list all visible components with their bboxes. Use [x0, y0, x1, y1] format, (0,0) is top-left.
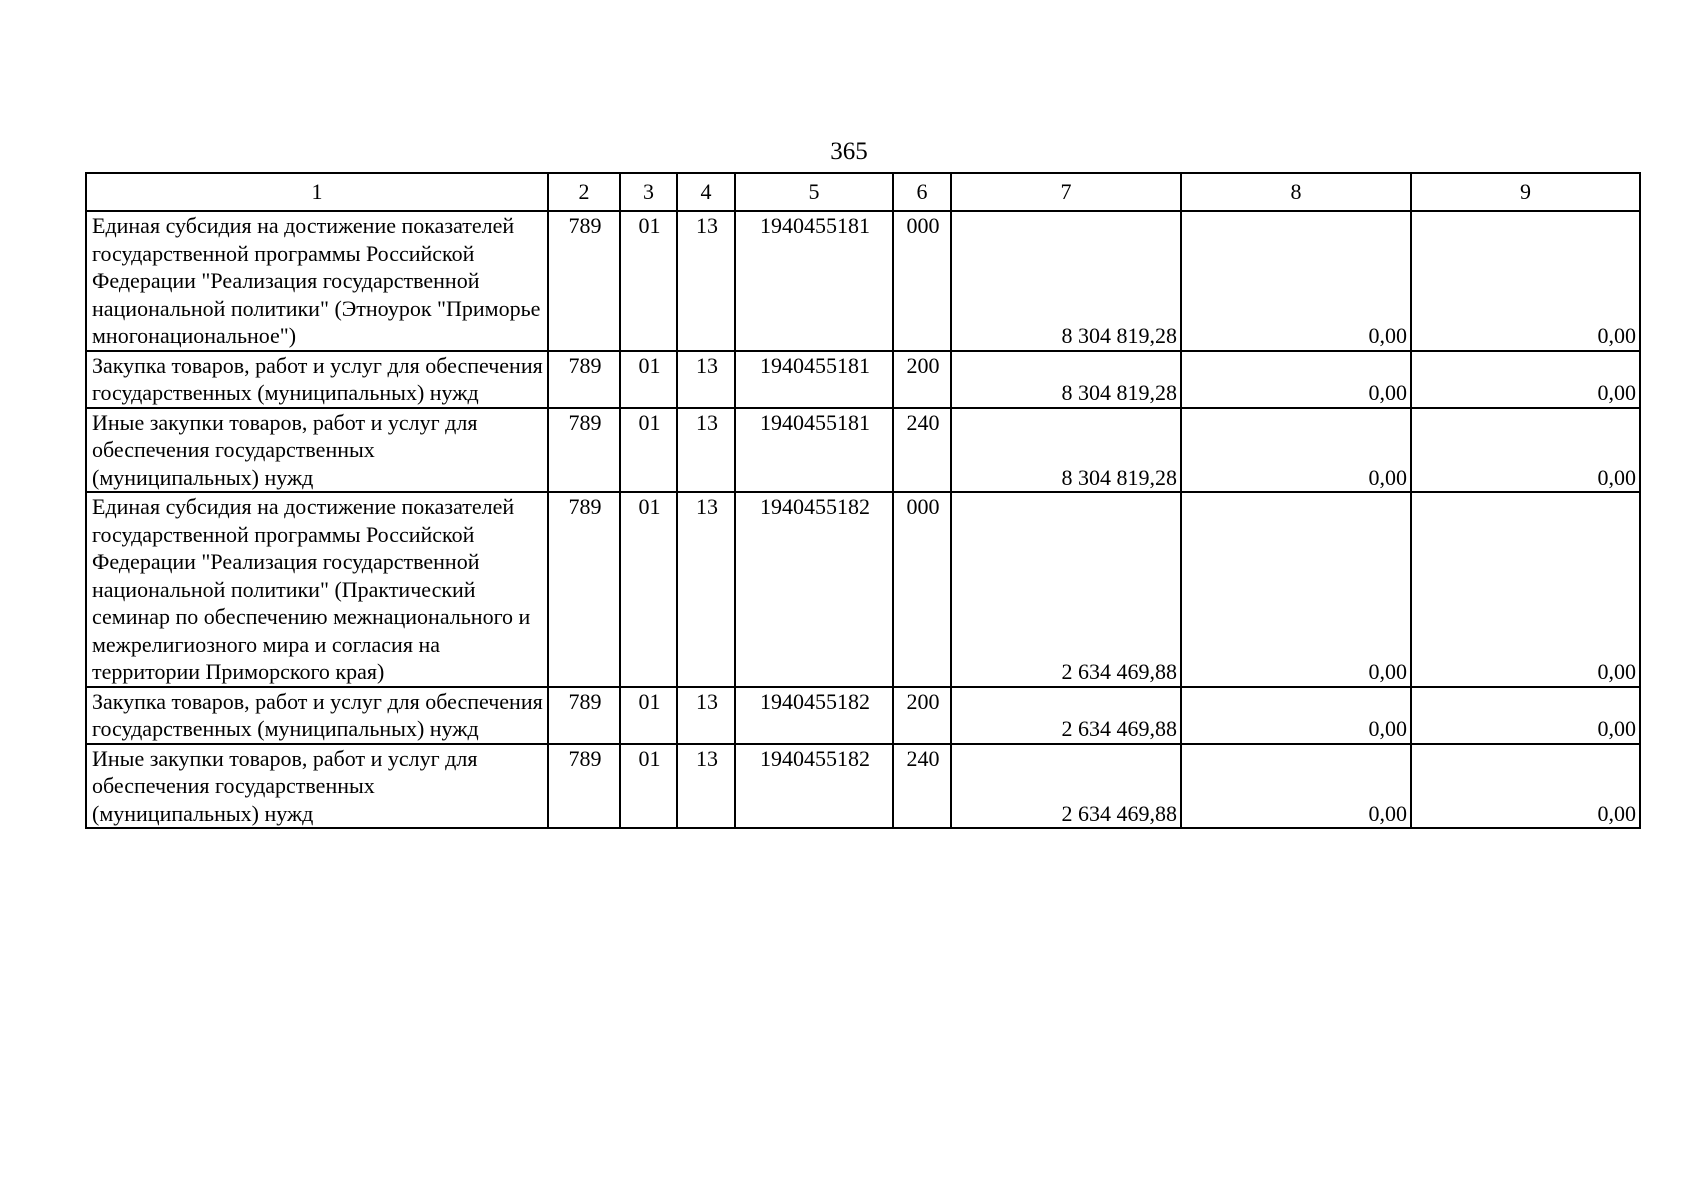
- row-amount-9: 0,00: [1411, 492, 1640, 687]
- row-code-4: 13: [677, 351, 735, 408]
- budget-table: [85, 172, 1641, 829]
- row-amount-7: 2 634 469,88: [951, 492, 1181, 687]
- table-row: [86, 351, 1640, 408]
- row-amount-8: 0,00: [1181, 211, 1411, 351]
- header-cell: 8: [1181, 173, 1411, 211]
- row-code-3: 01: [620, 351, 677, 408]
- row-amount-7: 2 634 469,88: [951, 744, 1181, 829]
- row-name: Иные закупки товаров, работ и услуг для обеспечения государственных (муниципальных) нужд: [86, 744, 548, 829]
- row-amount-8: 0,00: [1181, 408, 1411, 493]
- row-amount-9: 0,00: [1411, 744, 1640, 829]
- row-name: Закупка товаров, работ и услуг для обеспечения государственных (муниципальных) нужд: [86, 351, 548, 408]
- row-code-4: 13: [677, 211, 735, 351]
- header-cell: 4: [677, 173, 735, 211]
- row-code-5: 1940455181: [735, 351, 893, 408]
- row-code-3: 01: [620, 687, 677, 744]
- row-amount-7: 8 304 819,28: [951, 211, 1181, 351]
- row-code-4: 13: [677, 408, 735, 493]
- header-cell: 2: [548, 173, 620, 211]
- row-amount-8: 0,00: [1181, 492, 1411, 687]
- row-code-3: 01: [620, 744, 677, 829]
- row-amount-7: 2 634 469,88: [951, 687, 1181, 744]
- row-code-2: 789: [548, 351, 620, 408]
- row-amount-9: 0,00: [1411, 351, 1640, 408]
- row-code-3: 01: [620, 492, 677, 687]
- table-body: [86, 173, 1640, 828]
- table-row: [86, 744, 1640, 829]
- row-code-6: 000: [893, 211, 951, 351]
- row-amount-8: 0,00: [1181, 351, 1411, 408]
- row-code-6: 000: [893, 492, 951, 687]
- table-row: [86, 687, 1640, 744]
- table-row: [86, 211, 1640, 351]
- row-code-6: 240: [893, 744, 951, 829]
- page-number: 365: [830, 138, 868, 165]
- header-row: [86, 173, 1640, 211]
- row-code-2: 789: [548, 408, 620, 493]
- row-code-3: 01: [620, 408, 677, 493]
- row-amount-7: 8 304 819,28: [951, 408, 1181, 493]
- row-name: Закупка товаров, работ и услуг для обеспечения государственных (муниципальных) нужд: [86, 687, 548, 744]
- row-amount-8: 0,00: [1181, 687, 1411, 744]
- row-code-2: 789: [548, 211, 620, 351]
- row-code-6: 200: [893, 687, 951, 744]
- header-cell: 3: [620, 173, 677, 211]
- row-code-5: 1940455181: [735, 211, 893, 351]
- row-name: Единая субсидия на достижение показателей государственной программы Российской Федерации "Реализация государственной национальной политики" (Этноурок "Приморье многонациональное"): [86, 211, 548, 351]
- row-code-4: 13: [677, 492, 735, 687]
- row-amount-8: 0,00: [1181, 744, 1411, 829]
- row-code-2: 789: [548, 687, 620, 744]
- row-code-5: 1940455181: [735, 408, 893, 493]
- row-amount-9: 0,00: [1411, 211, 1640, 351]
- header-cell: 1: [86, 173, 548, 211]
- row-name: Иные закупки товаров, работ и услуг для обеспечения государственных (муниципальных) нужд: [86, 408, 548, 493]
- header-cell: 6: [893, 173, 951, 211]
- row-code-5: 1940455182: [735, 492, 893, 687]
- header-cell: 9: [1411, 173, 1640, 211]
- row-code-6: 240: [893, 408, 951, 493]
- row-amount-9: 0,00: [1411, 687, 1640, 744]
- row-code-6: 200: [893, 351, 951, 408]
- header-cell: 7: [951, 173, 1181, 211]
- header-cell: 5: [735, 173, 893, 211]
- row-code-4: 13: [677, 687, 735, 744]
- row-amount-7: 8 304 819,28: [951, 351, 1181, 408]
- row-amount-9: 0,00: [1411, 408, 1640, 493]
- row-code-2: 789: [548, 492, 620, 687]
- table-row: [86, 492, 1640, 687]
- row-code-2: 789: [548, 744, 620, 829]
- row-code-4: 13: [677, 744, 735, 829]
- row-name: Единая субсидия на достижение показателей государственной программы Российской Федерации "Реализация государственной национальной политики" (Практический семинар по обеспечению межнационального и межрелигиозного мира и согласия на территории Приморского края): [86, 492, 548, 687]
- row-code-3: 01: [620, 211, 677, 351]
- row-code-5: 1940455182: [735, 687, 893, 744]
- row-code-5: 1940455182: [735, 744, 893, 829]
- table-row: [86, 408, 1640, 493]
